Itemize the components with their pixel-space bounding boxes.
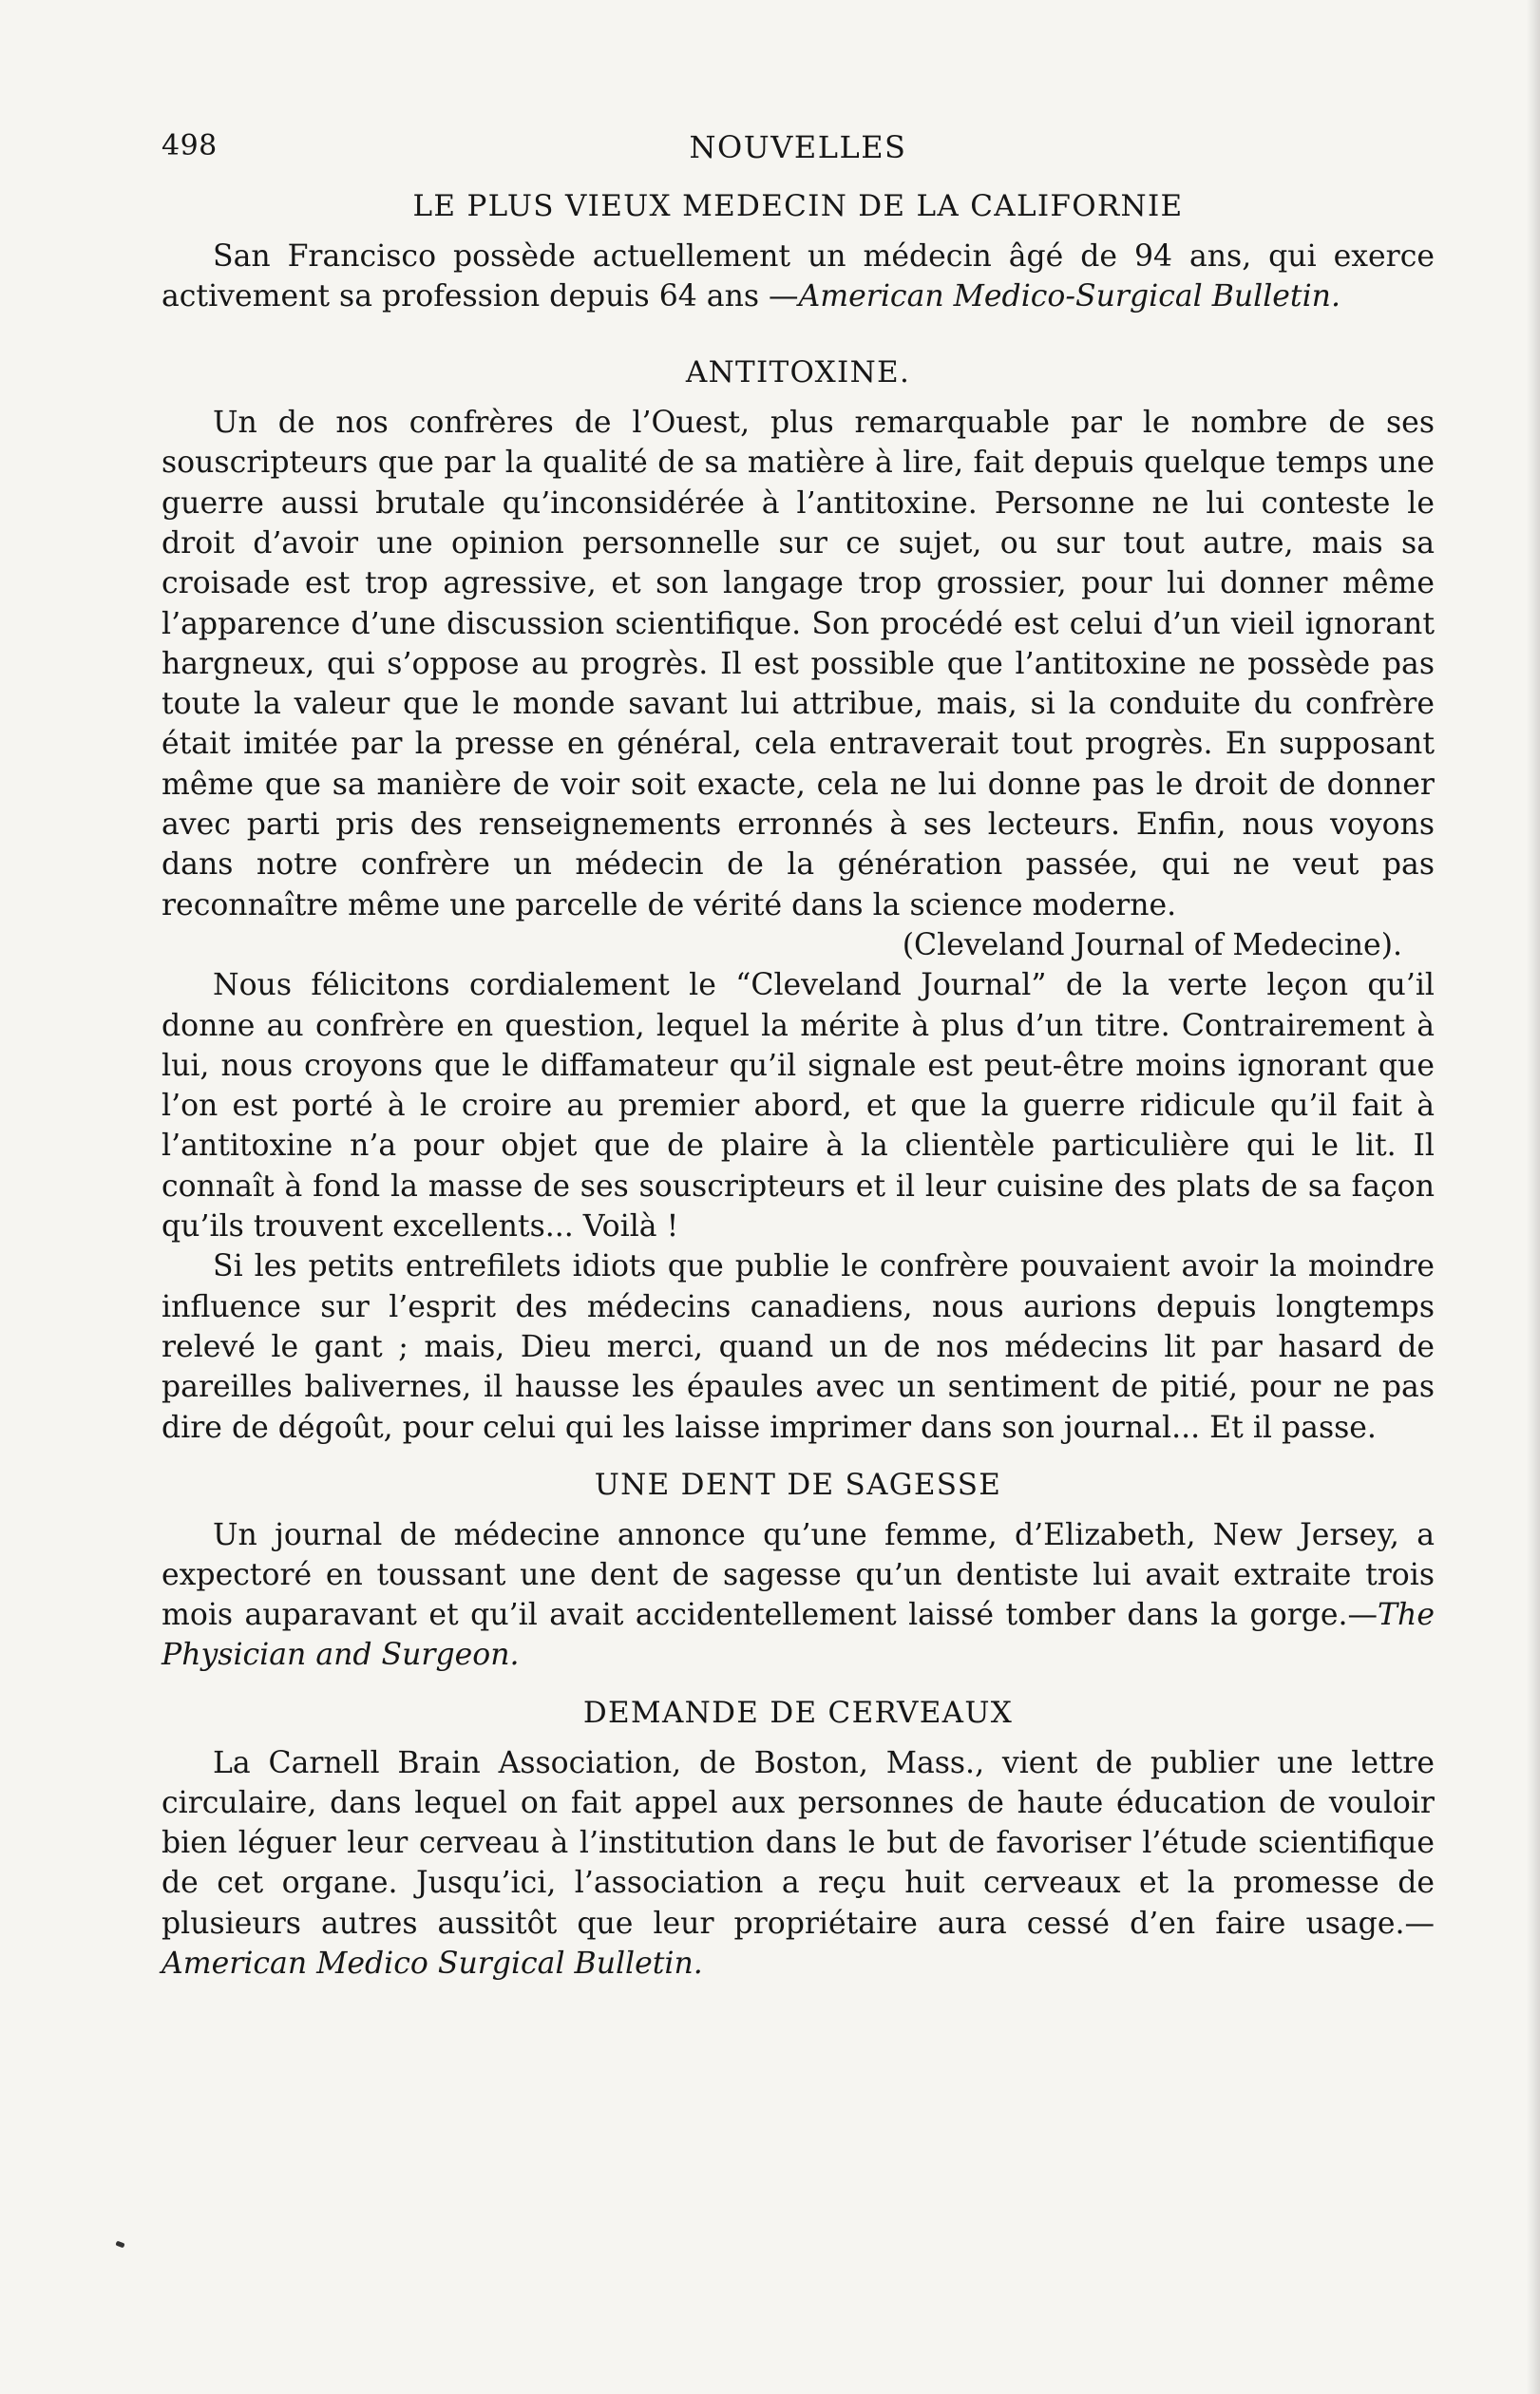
article-oldest-doctor <box>162 188 1435 316</box>
section-title: DEMANDE DE CERVEAUX <box>582 1695 1014 1730</box>
article-source: The Physician and Surgeon. <box>162 1598 1435 1673</box>
paragraph-text: Un journal de médecine annonce qu’une femme, d’Elizabeth, New Jersey, a expectoré en toussant une dent de sagesse qu’un dentiste lui avait extraite trois mois auparavant et qu’il avait accidentellement laissé tomber dans la gorge.— <box>162 1517 1435 1633</box>
article-paragraph <box>162 1743 1435 1985</box>
scan-speck <box>115 2241 124 2249</box>
article-paragraph <box>162 237 1435 317</box>
document-page <box>162 122 1435 1984</box>
article-paragraph: Un de nos confrères de l’Ouest, plus remarquable par le nombre de ses souscripteurs que par la qualité de sa matière à lire, fait depuis quelque temps une guerre aussi brutale qu’inconsidérée à l’antitoxine. Personne ne lui conteste le droit d’avoir une opinion personnelle sur ce sujet, ou sur tout autre, mais sa croisade est trop agressive, et son langage trop grossier, pour lui donner même l’apparence d’une discussion scientifique. Son procédé est celui d’un vieil ignorant hargneux, qui s’oppose au progrès. Il est possible que l’antitoxine ne possède pas toute la valeur que le monde savant lui attribue, mais, si la conduite du confrère était imitée par la presse en général, cela entraverait tout progrès. En supposant même que sa manière de voir soit exacte, cela ne lui donne pas le droit de donner avec parti pris des renseignements erronnés à ses lecteurs. Enfin, nous voyons dans notre confrère un médecin de la génération passée, qui ne veut pas reconnaître même une parcelle de vérité dans la science moderne. <box>162 406 1435 922</box>
page-number: 498 <box>162 129 218 162</box>
article-source: American Medico-Surgical Bulletin. <box>798 279 1340 314</box>
page-header <box>162 122 1435 175</box>
article-brain-demand <box>162 1695 1435 1985</box>
article-source: American Medico Surgical Bulletin. <box>162 1946 703 1981</box>
section-title: LE PLUS VIEUX MEDECIN DE LA CALIFORNIE <box>412 189 1184 223</box>
article-paragraph: Nous félicitons cordialement le “Cleveland Journal” de la verte leçon qu’il donne au confrère en question, lequel la mérite à plus d’un titre. Contrairement à lui, nous croyons que le diffamateur qu’il signale est peut-être moins ignorant que l’on est porté à le croire au premier abord, et que la guerre ridicule qu’il fait à l’antitoxine n’a pour objet que de plaire à la clientèle particulière qui le lit. Il connaît à fond la masse de ses souscripteurs et il leur cuisine des plats de sa façon qu’ils trouvent excellents... Voilà ! <box>162 968 1435 1244</box>
article-paragraph: Si les petits entrefilets idiots que publie le confrère pouvaient avoir la moindre influence sur l’esprit des médecins canadiens, nous aurions depuis longtemps relevé le gant ; mais, Dieu merci, quand un de nos médecins lit par hasard de pareilles balivernes, il hausse les épaules avec un sentiment de pitié, pour ne pas dire de dégoût, pour celui qui les laisse imprimer dans son journal... Et il passe. <box>162 1249 1435 1445</box>
running-head: NOUVELLES <box>689 129 907 165</box>
paragraph-text: San Francisco possède actuellement un médecin âgé de 94 ans, qui exerce activement sa profession depuis 64 ans — <box>162 238 1435 314</box>
scan-edge-shadow <box>1527 0 1540 2394</box>
paragraph-text: La Carnell Brain Association, de Boston, Mass., vient de publier une lettre circulaire, dans lequel on fait appel aux personnes de haute éducation de vouloir bien léguer leur cerveau à l’institution dans le but de favoriser l’étude scientifique de cet organe. Jusqu’ici, l’association a reçu huit cerveaux et la promesse de plusieurs autres aussitôt que leur propriétaire aura cessé d’en faire usage.— <box>162 1745 1435 1941</box>
article-wisdom-tooth <box>162 1467 1435 1676</box>
article-antitoxine <box>162 354 1435 1447</box>
section-title: ANTITOXINE. <box>685 355 911 390</box>
article-paragraph <box>162 1515 1435 1676</box>
section-title: UNE DENT DE SAGESSE <box>594 1467 1002 1502</box>
journal-citation: (Cleveland Journal of Medecine). <box>902 927 1402 962</box>
